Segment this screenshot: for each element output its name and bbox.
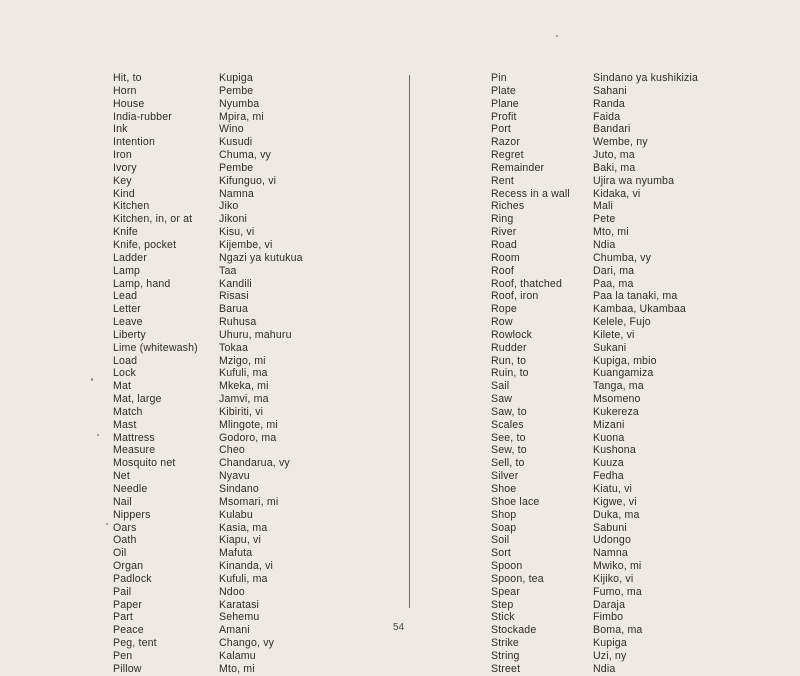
english-term: Razor (491, 136, 521, 149)
english-term: Mat, large (113, 393, 162, 406)
swahili-term: Kijembe, vi (219, 238, 273, 251)
swahili-term: Barua (219, 303, 249, 316)
english-term: Oath (113, 534, 137, 547)
swahili-term: Kukereza (593, 405, 639, 418)
swahili-term: Kuuza (593, 457, 624, 470)
swahili-term: Kelele, Fujo (593, 316, 651, 329)
swahili-term: Mpira, mi (219, 110, 264, 123)
swahili-term: Kufuli, ma (219, 572, 268, 585)
swahili-term: Chumba, vy (593, 251, 652, 264)
english-term: Remainder (491, 161, 545, 174)
swahili-term: Mzigo, mi (219, 354, 266, 367)
paper-speck (556, 35, 558, 37)
swahili-term: Paa, ma (593, 277, 634, 290)
swahili-term: Baki, ma (593, 161, 636, 174)
swahili-term: Chango, vy (219, 637, 275, 650)
english-term: Soil (491, 534, 510, 547)
swahili-term: Kambaa, Ukambaa (593, 303, 686, 316)
swahili-term: Kigwe, vi (593, 495, 637, 508)
english-term: Step (491, 598, 514, 611)
english-term: Sort (491, 547, 512, 560)
swahili-term: Kinanda, vi (219, 560, 274, 573)
swahili-term: Msomeno (593, 393, 641, 406)
english-term: Rowlock (491, 328, 533, 341)
swahili-term: Kiapu, vi (219, 534, 261, 547)
english-term: Profit (491, 110, 517, 123)
english-term: Kind (113, 187, 135, 200)
swahili-term: Kibiriti, vi (219, 405, 264, 418)
swahili-term: Kiatu, vi (593, 483, 633, 495)
english-term: Lamp (113, 264, 141, 277)
english-term: Hit, to (113, 72, 142, 84)
paper-speck (91, 378, 93, 381)
swahili-term: Ngazi ya kutukua (219, 251, 303, 264)
english-term: Liberty (113, 328, 146, 341)
swahili-term: Kasia, ma (219, 521, 268, 534)
swahili-term: Namna (219, 187, 254, 200)
english-term: Ink (113, 123, 128, 136)
english-term: Ruin, to (491, 367, 529, 380)
swahili-term: Sehemu (219, 611, 260, 624)
english-term: Lime (whitewash) (113, 341, 198, 354)
english-term: Nail (113, 495, 132, 508)
english-term: Needle (113, 483, 148, 495)
swahili-term: Kulabu (219, 508, 253, 521)
swahili-term: Kuangamiza (593, 367, 654, 380)
english-term: Shoe lace (491, 495, 540, 508)
english-term: Road (491, 238, 517, 251)
swahili-term: Paa la tanaki, ma (593, 290, 678, 303)
english-term: Spoon, tea (491, 572, 544, 585)
english-term: Stick (491, 611, 515, 624)
swahili-term: Taa (219, 264, 237, 277)
english-term: Load (113, 354, 138, 367)
english-term: Oars (113, 521, 137, 534)
swahili-term: Ndia (593, 662, 616, 675)
swahili-term: Kijiko, vi (593, 572, 634, 585)
swahili-term: Pete (593, 213, 616, 226)
swahili-term: Ndoo (219, 585, 245, 598)
english-term: Nippers (113, 508, 151, 521)
english-term: Pillow (113, 662, 142, 675)
swahili-term: Kilete, vi (593, 328, 635, 341)
swahili-term: Kupiga (593, 637, 627, 650)
swahili-term: Ujira wa nyumba (593, 174, 675, 187)
swahili-term: Mali (593, 200, 614, 213)
english-term: Key (113, 174, 132, 187)
english-term: Padlock (113, 572, 152, 585)
swahili-term: Msomari, mi (219, 495, 279, 508)
english-term: Port (491, 123, 512, 136)
english-term: Kitchen, in, or at (113, 213, 193, 226)
english-term: Paper (113, 598, 143, 611)
english-term: Rent (491, 174, 514, 187)
english-term: Street (491, 662, 521, 675)
english-term: Peg, tent (113, 637, 157, 650)
swahili-term: Ndia (593, 238, 616, 251)
swahili-term: Kalamu (219, 649, 256, 662)
swahili-term: Mto, mi (219, 662, 255, 675)
swahili-term: Mto, mi (593, 226, 629, 239)
swahili-term: Nyavu (219, 470, 250, 483)
english-term: House (113, 97, 145, 110)
column-divider (409, 75, 410, 608)
english-term: Horn (113, 84, 137, 97)
swahili-term: Kusudi (219, 136, 253, 149)
english-term: Peace (113, 624, 144, 637)
swahili-term: Sabuni (593, 521, 627, 534)
swahili-term: Juto, ma (593, 149, 635, 162)
english-term: Roof, thatched (491, 277, 563, 290)
swahili-term: Boma, ma (593, 624, 643, 637)
swahili-term: Amani (219, 624, 250, 637)
page-number: 54 (393, 622, 405, 633)
swahili-term: Pembe (219, 161, 254, 174)
english-term: Measure (113, 444, 156, 457)
english-term: Ring (491, 213, 514, 226)
english-term: Knife, pocket (113, 238, 177, 251)
english-term: Mattress (113, 431, 155, 444)
english-term: Saw (491, 393, 513, 406)
swahili-term: Tokaa (219, 341, 249, 354)
swahili-term: Kidaka, vi (593, 187, 641, 200)
swahili-term: Fedha (593, 470, 624, 483)
english-term: Organ (113, 560, 144, 573)
english-term: Pin (491, 72, 507, 84)
english-term: Pail (113, 585, 132, 598)
english-term: Net (113, 470, 130, 483)
swahili-term: Faida (593, 110, 621, 123)
swahili-term: Randa (593, 97, 625, 110)
english-term: Strike (491, 637, 519, 650)
swahili-term: Namna (593, 547, 628, 560)
swahili-term: Ruhusa (219, 316, 257, 329)
english-term: Kitchen (113, 200, 150, 213)
swahili-term: Duka, ma (593, 508, 640, 521)
english-term: Sail (491, 380, 510, 393)
swahili-term: Mlingote, mi (219, 418, 278, 431)
swahili-term: Kufuli, ma (219, 367, 268, 380)
swahili-term: Kisu, vi (219, 226, 255, 239)
english-term: Silver (491, 470, 519, 483)
english-term: Saw, to (491, 405, 527, 418)
swahili-term: Dari, ma (593, 264, 635, 277)
left-english-column (113, 72, 198, 676)
swahili-term: Jiko (219, 200, 239, 213)
swahili-term: Kupiga, mbio (593, 354, 657, 367)
english-term: Ivory (113, 161, 137, 174)
english-term: Sew, to (491, 444, 527, 457)
english-term: Regret (491, 149, 524, 162)
english-term: Oil (113, 547, 127, 560)
swahili-term: Tanga, ma (593, 380, 644, 393)
english-term: Part (113, 611, 134, 624)
swahili-term: Fimbo (593, 611, 624, 624)
english-term: Plate (491, 84, 516, 97)
english-term: Mast (113, 418, 137, 431)
english-term: Riches (491, 200, 525, 213)
swahili-term: Wino (219, 123, 244, 136)
english-term: River (491, 226, 517, 239)
english-term: Intention (113, 136, 155, 149)
swahili-term: Kupiga (219, 72, 253, 84)
right-swahili-column (593, 72, 698, 676)
swahili-term: Uzi, ny (593, 649, 627, 662)
swahili-term: Sindano (219, 483, 259, 495)
english-term: Stockade (491, 624, 537, 637)
english-term: Shoe (491, 483, 517, 495)
swahili-term: Wembe, ny (593, 136, 648, 149)
right-english-column (491, 72, 570, 676)
english-term: Mat (113, 380, 132, 393)
swahili-term: Karatasi (219, 598, 260, 611)
paper-speck (106, 523, 108, 525)
swahili-term: Jamvi, ma (219, 393, 269, 406)
english-term: Spear (491, 585, 521, 598)
swahili-term: Udongo (593, 534, 632, 547)
swahili-term: Mkeka, mi (219, 380, 269, 393)
english-term: Recess in a wall (491, 187, 570, 200)
swahili-term: Cheo (219, 444, 245, 457)
swahili-term: Kushona (593, 444, 636, 457)
english-term: Soap (491, 521, 517, 534)
english-term: Lock (113, 367, 136, 380)
english-term: Shop (491, 508, 517, 521)
english-term: Plane (491, 97, 519, 110)
swahili-term: Risasi (219, 290, 249, 303)
english-term: Knife (113, 226, 138, 239)
swahili-term: Bandari (593, 123, 631, 136)
left-swahili-column (219, 72, 303, 676)
english-term: Roof (491, 264, 514, 277)
swahili-term: Pembe (219, 84, 254, 97)
swahili-term: Fumo, ma (593, 585, 642, 598)
english-term: Match (113, 405, 143, 418)
english-term: Scales (491, 418, 524, 431)
swahili-term: Kuona (593, 431, 625, 444)
swahili-term: Godoro, ma (219, 431, 277, 444)
swahili-term: Daraja (593, 598, 626, 611)
paper-speck (97, 434, 99, 436)
english-term: Letter (113, 303, 141, 316)
english-term: Ladder (113, 251, 147, 264)
swahili-term: Uhuru, mahuru (219, 328, 292, 341)
english-term: See, to (491, 431, 526, 444)
english-term: Pen (113, 649, 133, 662)
english-term: String (491, 649, 520, 662)
swahili-term: Chandarua, vy (219, 457, 290, 470)
swahili-term: Sahani (593, 84, 627, 97)
swahili-term: Chuma, vy (219, 149, 271, 162)
english-term: Mosquito net (113, 457, 176, 470)
english-term: Row (491, 316, 513, 329)
swahili-term: Mwiko, mi (593, 560, 642, 573)
swahili-term: Jikoni (219, 213, 247, 226)
english-term: Room (491, 251, 520, 264)
swahili-term: Nyumba (219, 97, 260, 110)
english-term: Roof, iron (491, 290, 539, 303)
english-term: India-rubber (113, 110, 172, 123)
english-term: Rudder (491, 341, 527, 354)
swahili-term: Kifunguo, vi (219, 174, 277, 187)
english-term: Sell, to (491, 457, 525, 470)
english-term: Iron (113, 149, 132, 162)
english-term: Leave (113, 316, 143, 329)
swahili-term: Mizani (593, 418, 625, 431)
english-term: Lamp, hand (113, 277, 171, 290)
english-term: Run, to (491, 354, 527, 367)
swahili-term: Kandili (219, 277, 252, 290)
english-term: Lead (113, 290, 138, 303)
english-term: Rope (491, 303, 517, 316)
swahili-term: Sindano ya kushikizia (593, 72, 699, 84)
swahili-term: Mafuta (219, 547, 253, 560)
english-term: Spoon (491, 560, 523, 573)
swahili-term: Sukani (593, 341, 627, 354)
